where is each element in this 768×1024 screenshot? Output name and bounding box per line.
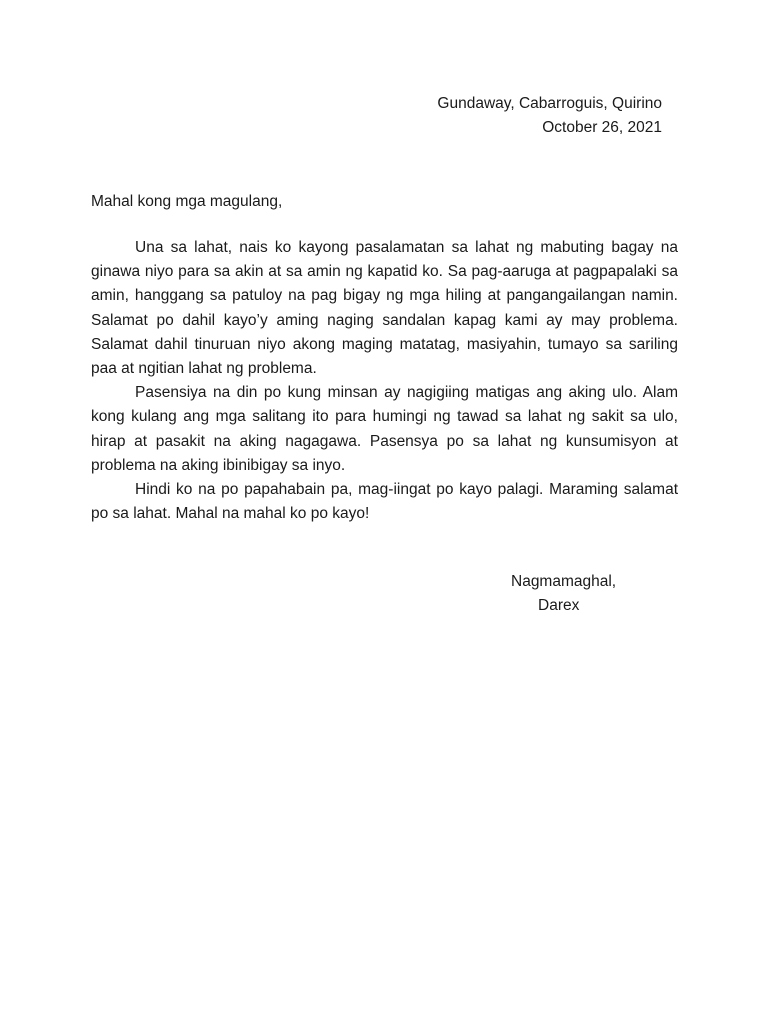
body-paragraph: Una sa lahat, nais ko kayong pasalamatan sa lahat ng mabuting bagay na ginawa niyo para sa akin at sa amin ng kapatid ko. Sa pag-aaruga at pagpapalaki sa amin, hanggang sa patuloy na pag bigay ng mga hiling at pangangailangan namin. Salamat po dahil kayo’y aming naging sandalan kapag kami ay may problema. Salamat dahil tinuruan niyo akong maging matatag, masiyahin, tumayo sa sariling paa at ngitian lahat ng problema. — [91, 239, 678, 378]
address-line: Gundaway, Cabarroguis, Quirino — [437, 95, 662, 112]
salutation: Mahal kong mga magulang, — [91, 193, 283, 210]
body-paragraph: Pasensiya na din po kung minsan ay nagigiing matigas ang aking ulo. Alam kong kulang ang mga salitang ito para humingi ng tawad sa lahat ng sakit sa ulo, hirap at pasakit na aking nagagawa. Pasensya po sa lahat ng kunsumisyon at problema na aking ibinibigay sa inyo. — [91, 384, 678, 474]
sender-address-block — [437, 92, 662, 140]
letter-date: October 26, 2021 — [542, 119, 662, 136]
signature-name: Darex — [538, 597, 580, 614]
letter-body — [91, 236, 678, 526]
body-paragraph: Hindi ko na po papahabain pa, mag-iingat po kayo palagi. Maraming salamat po sa lahat. Mahal na mahal ko po kayo! — [91, 481, 678, 523]
closing-phrase: Nagmamaghal, — [511, 573, 617, 590]
closing-block — [511, 570, 616, 618]
